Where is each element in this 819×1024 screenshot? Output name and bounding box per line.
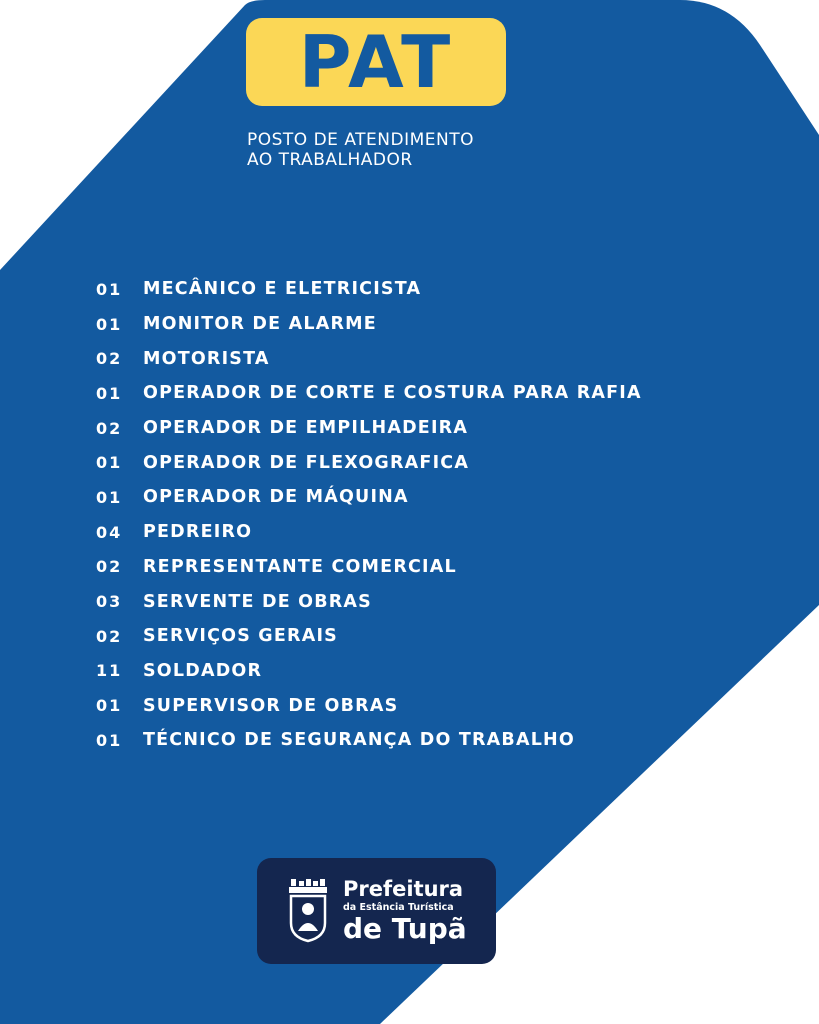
job-count: 02 bbox=[96, 557, 123, 577]
pat-subtitle bbox=[247, 130, 474, 170]
job-count: 02 bbox=[96, 349, 123, 369]
job-count: 03 bbox=[96, 592, 123, 612]
job-title: SERVIÇOS GERAIS bbox=[143, 626, 338, 647]
job-title: PEDREIRO bbox=[143, 522, 253, 543]
job-item bbox=[96, 411, 642, 446]
job-title: OPERADOR DE EMPILHADEIRA bbox=[143, 418, 469, 439]
prefeitura-logo bbox=[257, 858, 496, 964]
job-item bbox=[96, 445, 642, 480]
job-list bbox=[96, 272, 642, 758]
city-crest-icon bbox=[287, 879, 329, 943]
job-title: TÉCNICO DE SEGURANÇA DO TRABALHO bbox=[143, 730, 575, 751]
pat-title: PAT bbox=[298, 20, 454, 104]
logo-line-2: da Estância Turística bbox=[343, 902, 454, 914]
job-item bbox=[96, 619, 642, 654]
job-item bbox=[96, 550, 642, 585]
logo-line-3: de Tupã bbox=[343, 911, 467, 945]
job-item bbox=[96, 307, 642, 342]
job-item bbox=[96, 376, 642, 411]
job-title: SOLDADOR bbox=[143, 660, 263, 681]
job-count: 04 bbox=[96, 522, 123, 542]
job-title: REPRESENTANTE COMERCIAL bbox=[143, 556, 457, 577]
job-count: 02 bbox=[96, 418, 123, 438]
job-item bbox=[96, 272, 642, 307]
subtitle-line-2: AO TRABALHADOR bbox=[247, 150, 413, 170]
job-title: OPERADOR DE MÁQUINA bbox=[143, 487, 409, 508]
job-count: 02 bbox=[96, 626, 123, 646]
job-title: SERVENTE DE OBRAS bbox=[143, 591, 372, 612]
job-item bbox=[96, 584, 642, 619]
job-count: 01 bbox=[96, 730, 123, 750]
job-title: OPERADOR DE CORTE E COSTURA PARA RAFIA bbox=[143, 383, 642, 404]
job-title: MECÂNICO E ELETRICISTA bbox=[143, 279, 422, 300]
job-count: 11 bbox=[96, 661, 123, 681]
job-item bbox=[96, 654, 642, 689]
pat-badge bbox=[246, 18, 506, 106]
job-title: SUPERVISOR DE OBRAS bbox=[143, 695, 399, 716]
job-count: 01 bbox=[96, 696, 123, 716]
job-item bbox=[96, 341, 642, 376]
job-title: MONITOR DE ALARME bbox=[143, 314, 377, 335]
job-item bbox=[96, 723, 642, 758]
job-item bbox=[96, 688, 642, 723]
job-item bbox=[96, 515, 642, 550]
subtitle-line-1: POSTO DE ATENDIMENTO bbox=[247, 130, 474, 150]
logo-line-1: Prefeitura bbox=[343, 877, 464, 902]
job-count: 01 bbox=[96, 383, 123, 403]
job-item bbox=[96, 480, 642, 515]
job-count: 01 bbox=[96, 487, 123, 507]
logo-text bbox=[343, 879, 467, 943]
job-count: 01 bbox=[96, 279, 123, 299]
job-title: OPERADOR DE FLEXOGRAFICA bbox=[143, 452, 470, 473]
job-count: 01 bbox=[96, 453, 123, 473]
job-title: MOTORISTA bbox=[143, 348, 270, 369]
job-count: 01 bbox=[96, 314, 123, 334]
